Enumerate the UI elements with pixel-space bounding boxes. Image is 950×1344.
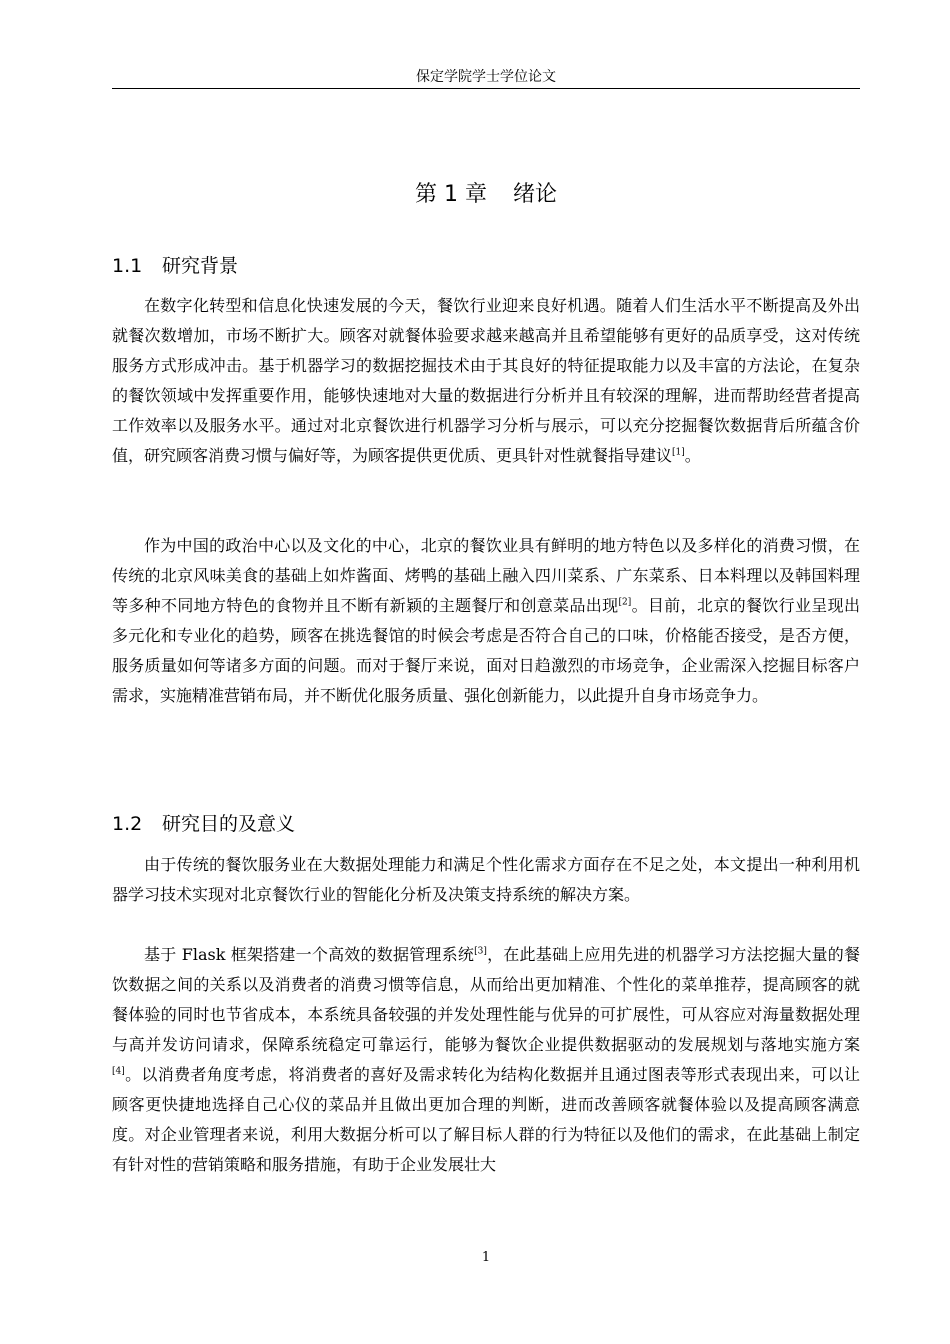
paragraph-text: 。: [684, 446, 701, 465]
chapter-number: 第 1 章: [415, 182, 487, 207]
paragraph-text: 。目前，北京的餐饮行业呈现出多元化和专业化的趋势，顾客在挑选餐馆的时候会考虑是否符合自己的口味，价格能否接受，是否方便，服务质量如何等诸多方面的问题。而对于餐厅来说，面对日趋激烈的市场竞争，企业需深入挖掘目标客户需求，实施精准营销布局，并不断优化服务质量、强化创新能力，以此提升自身市场竞争力。: [112, 596, 860, 705]
section-title: 研究背景: [162, 255, 239, 277]
paragraph: [112, 291, 860, 471]
citation: [2]: [618, 597, 632, 608]
chapter-name: 绪论: [512, 182, 557, 207]
section-number: 1.1: [112, 255, 143, 277]
page-header: 保定学院学士学位论文: [416, 69, 556, 85]
paragraph-text: 作为中国的政治中心以及文化的中心，北京的餐饮业具有鲜明的地方特色以及多样化的消费习惯，在传统的北京风味美食的基础上如炸酱面、烤鸭的基础上融入四川菜系、广东菜系、日本料理以及韩国料理等多种不同地方特色的食物并且不断有新颖的主题餐厅和创意菜品出现: [112, 536, 860, 615]
section-number: 1.2: [112, 813, 143, 835]
section-title: 研究目的及意义: [162, 813, 296, 835]
paragraph-text: ，在此基础上应用先进的机器学习方法挖掘大量的餐饮数据之间的关系以及消费者的消费习惯等信息，从而给出更加精准、个性化的菜单推荐，提高顾客的就餐体验的同时也节省成本，本系统具备较强的并发处理性能与优异的可扩展性，可从容应对海量数据处理与高并发访问请求，保障系统稳定可靠运行，能够为餐饮企业提供数据驱动的发展规划与落地实施方案: [112, 945, 860, 1054]
paragraph: [112, 940, 860, 1180]
citation: [4]: [112, 1066, 125, 1077]
page-number: 1: [481, 1250, 491, 1265]
chapter-title: [112, 180, 860, 210]
citation: [3]: [474, 946, 487, 957]
paragraph-text: 在数字化转型和信息化快速发展的今天，餐饮行业迎来良好机遇。随着人们生活水平不断提高及外出就餐次数增加，市场不断扩大。顾客对就餐体验要求越来越高并且希望能够有更好的品质享受，这对传统服务方式形成冲击。基于机器学习的数据挖掘技术由于其良好的特征提取能力以及丰富的方法论，在复杂的餐饮领域中发挥重要作用，能够快速地对大量的数据进行分析并且有较深的理解，进而帮助经营者提高工作效率以及服务水平。通过对北京餐饮进行机器学习分析与展示，可以充分挖掘餐饮数据背后所蕴含价值，研究顾客消费习惯与偏好等，为顾客提供更优质、更具针对性就餐指导建议: [112, 296, 860, 465]
paragraph-text: 基于 Flask 框架搭建一个高效的数据管理系统: [144, 945, 475, 964]
paragraph: [112, 850, 860, 910]
paragraph: [112, 531, 860, 711]
header-rule: [112, 88, 860, 89]
paragraph-text: 。以消费者角度考虑，将消费者的喜好及需求转化为结构化数据并且通过图表等形式表现出来，可以让顾客更快捷地选择自己心仪的菜品并且做出更加合理的判断，进而改善顾客就餐体验以及提高顾客满意度。对企业管理者来说，利用大数据分析可以了解目标人群的行为特征以及他们的需求，在此基础上制定有针对性的营销策略和服务措施，有助于企业发展壮大: [112, 1065, 860, 1174]
section-heading-1-2: [112, 810, 295, 838]
citation: [1]: [672, 447, 685, 458]
section-heading-1-1: [112, 252, 238, 280]
paragraph-text: 由于传统的餐饮服务业在大数据处理能力和满足个性化需求方面存在不足之处，本文提出一种利用机器学习技术实现对北京餐饮行业的智能化分析及决策支持系统的解决方案。: [112, 855, 860, 904]
